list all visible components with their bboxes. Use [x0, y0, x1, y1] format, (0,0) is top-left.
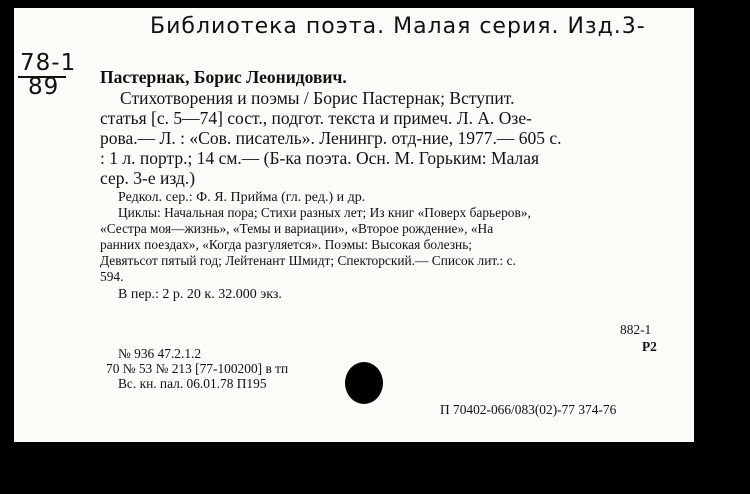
shelf-mark-top: 78-1: [20, 50, 77, 76]
footer-index-code: П 70402-066/083(02)-77 374-76: [440, 402, 617, 417]
footer-line-3: Вс. кн. пал. 06.01.78 П195: [118, 376, 267, 391]
notes-line-4: ранних поездах», «Когда разгуляется». Поэмы: Высокая болезнь;: [100, 237, 473, 252]
footer-line-1: № 936 47.2.1.2: [118, 346, 202, 361]
notes-line-5: Девятьсот пятый год; Лейтенант Шмидт; Спекторский.— Список лит.: с.: [100, 253, 516, 268]
notes-line-2: Циклы: Начальная пора; Стихи разных лет; Из книг «Поверх барьеров»,: [118, 205, 531, 220]
shelf-mark-bottom: 89: [28, 74, 60, 100]
description-line-1: Стихотворения и поэмы / Борис Пастернак; Вступит.: [120, 88, 515, 108]
description-line-2: статья [с. 5—74] сост., подгот. текста и примеч. Л. А. Озе-: [100, 108, 532, 128]
notes-line-6: 594.: [100, 269, 124, 284]
author-heading: Пастернак, Борис Леонидович.: [100, 67, 347, 87]
footer-line-2: 70 № 53 № 213 [77-100200] в тп: [106, 361, 289, 376]
handwritten-series-note: Библиотека поэта. Малая серия. Изд.3-: [150, 14, 646, 39]
card-edge: [694, 8, 704, 442]
description-line-4: : 1 л. портр.; 14 см.— (Б-ка поэта. Осн. М. Горьким: Малая: [100, 148, 540, 168]
notes-line-3: «Сестра моя—жизнь», «Темы и вариации», «Второе рождение», «На: [100, 221, 494, 236]
card-punch-hole: [345, 362, 383, 404]
notes-editorial-board: Редкол. сер.: Ф. Я. Прийма (гл. ред.) и др.: [118, 190, 366, 205]
price-line: В пер.: 2 р. 20 к. 32.000 экз.: [118, 287, 282, 302]
classification-code-top: 882-1: [620, 322, 652, 337]
description-line-3: рова.— Л. : «Сов. писатель». Ленингр. отд-ние, 1977.— 605 с.: [100, 128, 562, 148]
classification-code-bottom: Р2: [642, 339, 657, 354]
catalog-card: [14, 8, 704, 442]
description-line-5: сер. 3-е изд.): [100, 168, 196, 188]
